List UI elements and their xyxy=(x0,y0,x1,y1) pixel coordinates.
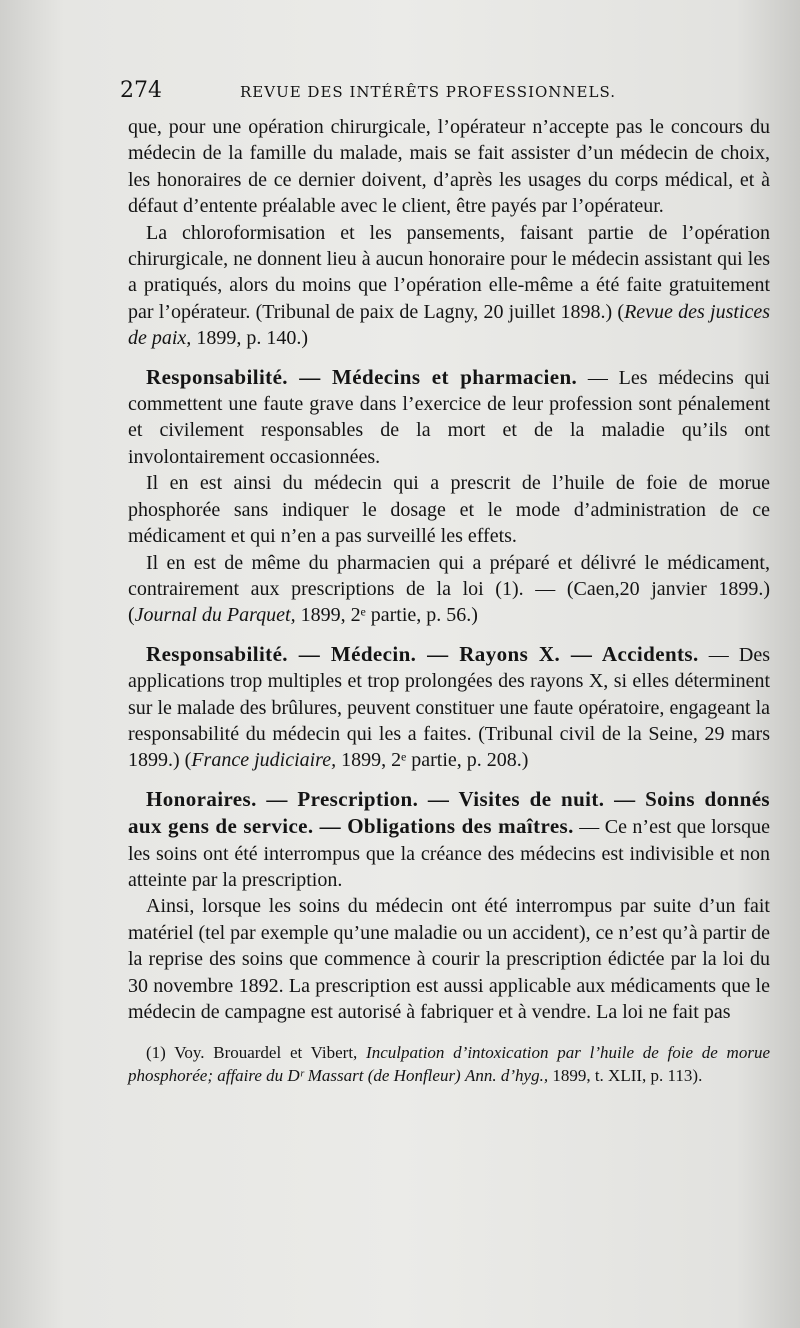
section-rayons-x: Responsabilité. — Médecin. — Rayons X. — Accidents. — Des applications trop multiples et trop prolongées des rayons X, si elles déterminent sur le malade des brûlures, peuvent constituer une faute opératoire, engageant la responsabilité du médecin qui les a faites. (Tribunal civil de la Seine, 29 mars 1899.) (France judiciaire, 1899, 2ᵉ partie, p. 208.) xyxy=(128,641,770,772)
section-honoraires: Honoraires. — Prescription. — Visites de nuit. — Soins donnés aux gens de service. — Obligations des maîtres. — Ce n’est que lorsque les soins ont été interrompus que la créance des médecins est indivisible et non atteinte par la prescription. xyxy=(128,786,770,891)
source-citation: France judiciaire, xyxy=(191,749,337,772)
section-responsabilite-pharmacien: Responsabilité. — Médecins et pharmacien. — Les médecins qui commettent une faute grave dans l’exercice de leur profession sont pénalement et civilement responsables de la mort et de la maladie qu’ils ont involontairement occasionnées. xyxy=(128,364,770,468)
article-body xyxy=(128,114,770,1025)
page-header xyxy=(120,78,770,108)
paragraph: que, pour une opération chirurgicale, l’opérateur n’accepte pas le concours du médecin de la famille du malade, mais se fait assister d’un médecin de choix, les honoraires de ce dernier doivent, d’après les usages du corps médical, et à défaut d’entente préalable avec le client, être payés par l’opérateur. xyxy=(128,116,770,218)
paragraph: Il en est ainsi du médecin qui a prescrit de l’huile de foie de morue phosphorée sans indiquer le dosage et le mode d’administration de ce médicament et qui n’en a pas surveillé les effets. xyxy=(128,472,770,548)
paragraph: Il en est de même du pharmacien qui a préparé et délivré le médicament, contrairement aux prescriptions de la loi (1). — (Caen,20 janvier 1899.) (Journal du Parquet, 1899, 2ᵉ partie, p. 56.) xyxy=(128,551,770,627)
source-citation: Revue des justices de paix, xyxy=(128,300,771,350)
paragraph: La chloroformisation et les pansements, faisant partie de l’opération chirurgicale, ne donnent lieu à aucun honoraire pour le médecin assistant qui les a pratiqués, alors du moins que l’opération elle-même a été faite gratuitement par l’opérateur. (Tribunal de paix de Lagny, 20 juillet 1898.) (Revue des justices de paix, 1899, p. 140.) xyxy=(128,221,771,350)
footnote: (1) Voy. Brouardel et Vibert, Inculpation d’intoxication par l’huile de foie de morue phosphorée; affaire du Dʳ Massart (de Honfleur) Ann. d’hyg., 1899, t. XLII, p. 113). xyxy=(128,1043,770,1086)
source-citation: Journal du Parquet, xyxy=(134,604,296,627)
footnote-separator xyxy=(128,1025,770,1041)
section-heading: Responsabilité. — Médecins et pharmacien. xyxy=(146,364,578,389)
section-heading: Honoraires. — Prescription. — Visites de nuit. — Soins donnés aux gens de service. — Obligations des maîtres. xyxy=(128,786,770,839)
footnotes xyxy=(128,1041,770,1087)
section-heading: Responsabilité. — Médecin. — Rayons X. — Accidents. xyxy=(146,641,699,666)
paragraph: Ainsi, lorsque les soins du médecin ont été interrompus par suite d’un fait matériel (tel par exemple qu’une maladie ou un accident), ce n’est qu’à partir de la reprise des soins que commence à courir la prescription édictée par la loi du 30 novembre 1892. La prescription est aussi applicable aux médicaments que le médecin de campagne est autorisé à fabriquer et à vendre. La loi ne fait pas xyxy=(128,895,770,1023)
running-head: REVUE DES INTÉRÊTS PROFESSIONNELS. xyxy=(240,83,616,101)
page-number: 274 xyxy=(120,78,162,103)
